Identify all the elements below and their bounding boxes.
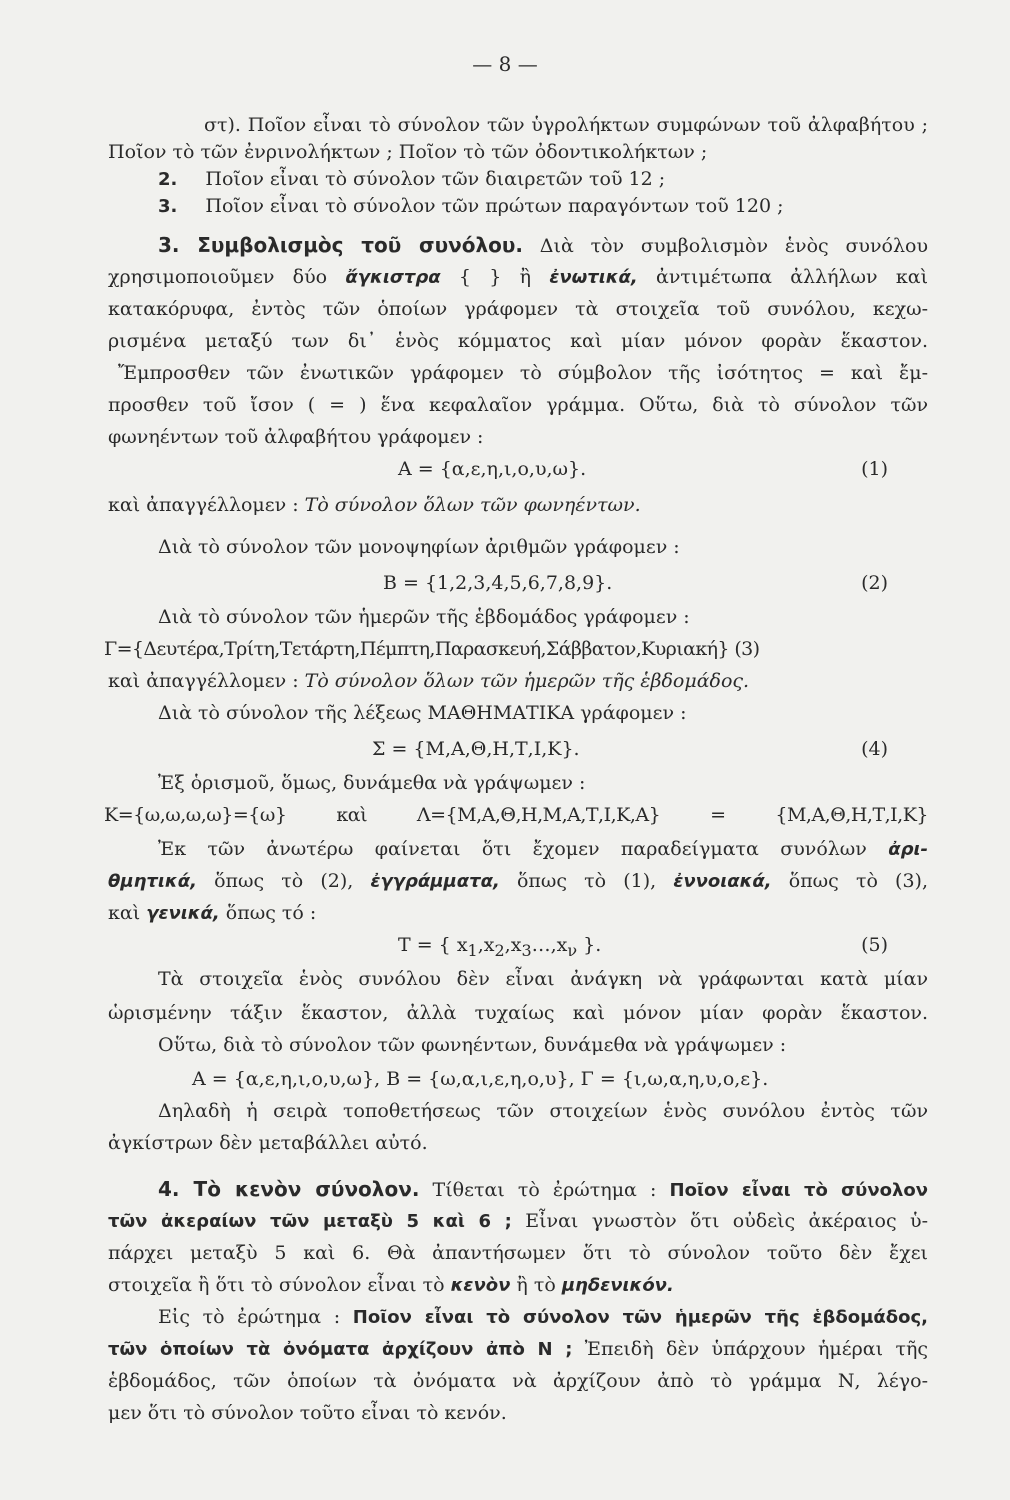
page-number: — 8 —	[472, 52, 538, 76]
bold-question: Ποῖον εἶναι τὸ σύνολον	[669, 1180, 928, 1201]
section4-first-line	[158, 1172, 928, 1208]
equation-4: Σ = {Μ,Α,Θ,Η,Τ,Ι,Κ}.	[372, 738, 580, 760]
term-engrammata: ἐγγράμματα,	[370, 871, 500, 892]
equation-1: A = {α,ε,η,ι,ο,υ,ω}.	[398, 458, 587, 480]
subscript: 2	[494, 940, 505, 960]
section3-line21: ἀγκίστρων δὲν μεταβάλλει αὐτό.	[108, 1132, 428, 1154]
section3-line3: κατακόρυφα, ἐντὸς τῶν ὁποίων γράφομεν τὰ στοιχεῖα τοῦ συνόλου, κεχω-	[108, 298, 928, 320]
section3-line1: Διὰ τὸν συμβολισμὸν ἑνὸς συνόλου	[539, 235, 929, 257]
section3-line7: φωνηέντων τοῦ ἀλφαβήτου γράφομεν :	[108, 426, 484, 448]
text: Ἐπειδὴ δὲν ὑπάρχουν ἡμέραι τῆς	[584, 1338, 928, 1360]
term-kenon: κενὸν	[450, 1275, 511, 1296]
equation-1-number: (1)	[861, 458, 888, 480]
exercise-2-number: 2.	[158, 169, 178, 190]
bold-question: τῶν ὁποίων τὰ ὀνόματα ἀρχίζουν ἀπὸ Ν ;	[108, 1339, 573, 1360]
text: Τίθεται τὸ ἐρώτημα :	[432, 1179, 657, 1201]
equation-3: Γ={Δευτέρα,Τρίτη,Τετάρτη,Πέμπτη,Παρασκευή,Σάββατον,Κυριακή} (3)	[104, 638, 760, 660]
text: ἀντιμέτωπα ἀλλήλων καὶ	[656, 266, 929, 288]
term-genika: γενικά,	[146, 903, 220, 924]
text: ἢ τὸ	[516, 1274, 556, 1296]
term-arithmetika: ἀρι-	[888, 839, 929, 860]
exercise-2-text: Ποῖον εἶναι τὸ σύνολον τῶν διαιρετῶν τοῦ 12 ;	[205, 168, 666, 190]
text: }.	[583, 934, 602, 956]
section4-line5	[158, 1300, 928, 1335]
text: Εἰς τὸ ἐρώτημα :	[158, 1306, 341, 1328]
italic-phrase: Τὸ σύνολον ὅλων τῶν ἡμερῶν τῆς ἑβδομάδος.	[304, 670, 750, 692]
section3-line13: Ἐξ ὁρισμοῦ, ὅμως, δυνάμεθα νὰ γράψωμεν :	[158, 772, 586, 794]
text: καὶ	[108, 902, 141, 924]
section3-first-line	[158, 228, 928, 263]
section3-heading: 3. Συμβολισμὸς τοῦ συνόλου.	[158, 233, 523, 257]
equation-5-number: (5)	[861, 934, 888, 956]
text: ,x	[504, 934, 522, 956]
exercise-3	[158, 189, 978, 224]
section3-line6: προσθεν τοῦ ἴσον ( = ) ἕνα κεφαλαῖον γράμμα. Οὕτω, διὰ τὸ σύνολον τῶν	[108, 394, 928, 416]
text: στοιχεῖα ἢ ὅτι τὸ σύνολον εἶναι τὸ	[108, 1274, 445, 1296]
equation-k-lambda: K={ω,ω,ω,ω}={ω} καὶ Λ={Μ,Α,Θ,Η,Μ,Α,Τ,Ι,Κ,Α} = {Μ,Α,Θ,Η,Τ,Ι,Κ}	[104, 804, 928, 826]
section4-line4	[108, 1268, 928, 1303]
term-arithmetika: θμητικά,	[108, 871, 197, 892]
equation-4-number: (4)	[861, 738, 888, 760]
equation-2: B = {1,2,3,4,5,6,7,8,9}.	[383, 572, 613, 594]
text: x	[456, 934, 468, 956]
bold-question: τῶν ἀκεραίων τῶν μεταξὺ 5 καὶ 6 ;	[108, 1211, 512, 1232]
subscript: 3	[521, 940, 532, 960]
exercise-3-number: 3.	[158, 196, 178, 217]
section3-line11	[108, 664, 928, 698]
section3-line4: ρισμένα μεταξύ των δι᾿ ἑνὸς κόμματος καὶ μίαν μόνον φορὰν ἕκαστον.	[108, 330, 928, 352]
equation-2-number: (2)	[861, 572, 888, 594]
text: χρησιμοποιοῦμεν δύο	[108, 266, 328, 288]
text: { } ἢ	[458, 266, 532, 288]
section3-line14	[158, 832, 928, 867]
exercise-3-text: Ποῖον εἶναι τὸ σύνολον τῶν πρώτων παραγόντων τοῦ 120 ;	[205, 195, 784, 217]
section4-line3: πάρχει μεταξὺ 5 καὶ 6. Θὰ ἀπαντήσωμεν ὅτι τὸ σύνολον τοῦτο δὲν ἔχει	[108, 1242, 928, 1264]
section3-line9: Διὰ τὸ σύνολον τῶν μονοψηφίων ἀριθμῶν γράφομεν :	[158, 536, 680, 558]
text: ὅπως τὸ (2),	[214, 870, 354, 892]
section3-line15	[108, 864, 928, 899]
text: Ἐκ τῶν ἀνωτέρω φαίνεται ὅτι ἔχομεν παραδείγματα συνόλων	[158, 838, 867, 860]
section3-line18: ὡρισμένην τάξιν ἕκαστον, ἀλλὰ τυχαίως καὶ μόνον μίαν φορὰν ἕκαστον.	[108, 1002, 928, 1024]
italic-phrase: Τὸ σύνολον ὅλων τῶν φωνηέντων.	[304, 494, 641, 516]
section3-line2	[108, 260, 928, 295]
section3-line12: Διὰ τὸ σύνολον τῆς λέξεως ΜΑΘΗΜΑΤΙΚΑ γράφομεν :	[158, 702, 687, 724]
text: καὶ ἀπαγγέλλομεν :	[108, 494, 299, 516]
section4-heading: 4. Τὸ κενὸν σύνολον.	[158, 1177, 420, 1201]
exercise-st-cont: Ποῖον τὸ τῶν ἐνρινολήκτων ; Ποῖον τὸ τῶν ὀδοντικολήκτων ;	[108, 141, 708, 163]
equation-6: A = {α,ε,η,ι,ο,υ,ω}, B = {ω,α,ι,ε,η,ο,υ}, Γ = {ι,ω,α,η,υ,ο,ε}.	[192, 1068, 769, 1090]
subscript: 1	[467, 940, 478, 960]
text: …,x	[531, 934, 568, 956]
bold-question: Ποῖον εἶναι τὸ σύνολον τῶν ἡμερῶν τῆς ἑβδομάδος,	[352, 1307, 928, 1328]
text: ὅπως τὸ (3),	[788, 870, 928, 892]
section4-line8: μεν ὅτι τὸ σύνολον τοῦτο εἶναι τὸ κενόν.	[108, 1402, 507, 1424]
section3-line5: Ἔμπροσθεν τῶν ἐνωτικῶν γράφομεν τὸ σύμβολον τῆς ἰσότητος = καὶ ἔμ-	[118, 362, 928, 384]
text: ὅπως τὸ (1),	[516, 870, 657, 892]
text: ,x	[477, 934, 495, 956]
term-ennoiaka: ἐννοιακά,	[673, 871, 772, 892]
text: καὶ ἀπαγγέλλομεν :	[108, 670, 299, 692]
section3-line8	[108, 488, 928, 522]
text: ὅπως τό :	[225, 902, 317, 924]
text: Εἶναι γνωστὸν ὅτι οὐδεὶς ἀκέραιος ὑ-	[525, 1210, 928, 1232]
subscript: ν	[567, 940, 578, 960]
section3-line16	[108, 896, 928, 931]
term-agkistra: ἄγκιστρα	[345, 267, 441, 288]
section4-line2	[108, 1204, 928, 1239]
section4-line6	[108, 1332, 928, 1367]
term-midenikon: μηδενικόν.	[561, 1275, 674, 1296]
exercise-st: στ). Ποῖον εἶναι τὸ σύνολον τῶν ὑγρολήκτων συμφώνων τοῦ ἀλφαβήτου ;	[204, 114, 928, 136]
section3-line10: Διὰ τὸ σύνολον τῶν ἡμερῶν τῆς ἑβδομάδος γράφομεν :	[158, 606, 690, 628]
term-enotika: ἐνωτικά,	[549, 267, 638, 288]
section3-line20: Δηλαδὴ ἡ σειρὰ τοποθετήσεως τῶν στοιχείων ἑνὸς συνόλου ἐντὸς τῶν	[158, 1100, 928, 1122]
text: T = {	[398, 934, 451, 956]
section4-line7: ἑβδομάδος, τῶν ὁποίων τὰ ὀνόματα νὰ ἀρχίζουν ἀπὸ τὸ γράμμα Ν, λέγο-	[108, 1370, 928, 1392]
section3-line17: Τὰ στοιχεῖα ἑνὸς συνόλου δὲν εἶναι ἀνάγκη νὰ γράφωνται κατὰ μίαν	[158, 968, 928, 990]
section3-line19: Οὕτω, διὰ τὸ σύνολον τῶν φωνηέντων, δυνάμεθα νὰ γράψωμεν :	[158, 1034, 787, 1056]
